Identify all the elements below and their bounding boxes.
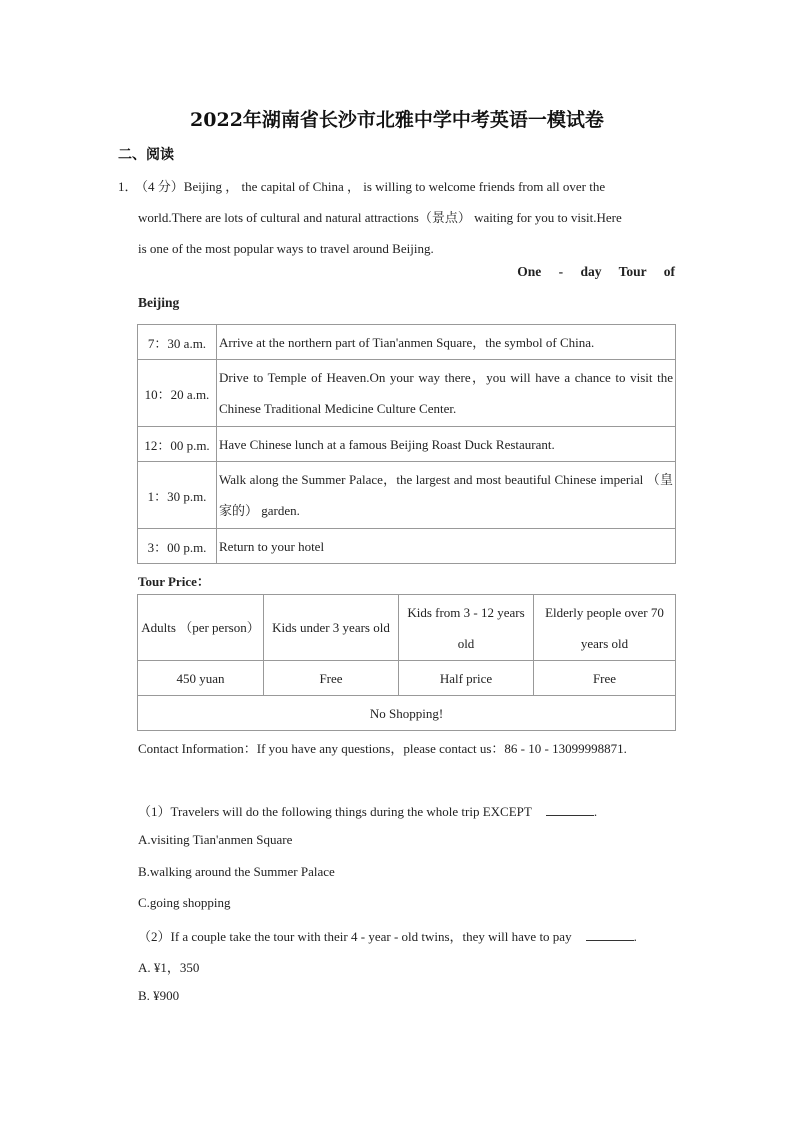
answer-blank[interactable] [546,803,594,816]
sub-question-1 [138,801,597,820]
price-table [137,594,676,731]
schedule-time: 7：30 a.m. [138,325,217,360]
schedule-time: 3：00 p.m. [138,529,217,564]
intro-line-3: is one of the most popular ways to travel around Beijing. [138,241,434,256]
sub-question-2 [138,926,637,945]
intro-line-1 [118,171,675,202]
schedule-description: Have Chinese lunch at a famous Beijing Roast Duck Restaurant. [217,427,676,462]
price-label: Tour Price： [138,574,210,589]
table-row [138,427,676,462]
table-row [138,462,676,529]
price-value: Free [264,661,399,696]
price-header: Kids from 3 - 12 years old [399,595,534,661]
option-b: B.walking around the Summer Palace [138,864,335,879]
table-row [138,325,676,360]
question-score: （4 分） [141,179,184,194]
schedule-description: Return to your hotel [217,529,676,564]
price-header: Kids under 3 years old [264,595,399,661]
tour-title-continued: Beijing [138,295,180,310]
price-note: No Shopping! [138,696,676,731]
option-c: C.going shopping [138,895,231,910]
contact-info: Contact Information：If you have any questions，please contact us：86 - 10 - 13099998871. [138,741,627,756]
answer-blank[interactable] [586,928,634,941]
table-row [138,696,676,731]
price-value: Free [534,661,676,696]
schedule-table [137,324,676,564]
option-b: B. ¥900 [138,988,180,1003]
table-row [138,529,676,564]
table-row [138,360,676,427]
price-value: Half price [399,661,534,696]
option-a: A. ¥1，350 [138,960,200,975]
page-title: 2022年湖南省长沙市北雅中学中考英语一模试卷 [190,109,604,131]
question-intro [118,171,675,264]
schedule-time: 10：20 a.m. [138,360,217,427]
schedule-description: Arrive at the northern part of Tian'anmen Square，the symbol of China. [217,325,676,360]
sub-question-1-text: （1）Travelers will do the following things during the whole trip EXCEPT [138,804,532,819]
price-header: Elderly people over 70 years old [534,595,676,661]
sub-question-2-text: （2）If a couple take the tour with their 4 - year - old twins，they will have to pay [138,929,572,944]
section-heading: 二、阅读 [118,147,174,163]
schedule-time: 12：00 p.m. [138,427,217,462]
price-header: Adults （per person） [138,595,264,661]
schedule-description: Walk along the Summer Palace，the largest and most beautiful Chinese imperial （皇家的） garden. [217,462,676,529]
price-value: 450 yuan [138,661,264,696]
table-row [138,661,676,696]
schedule-time: 1：30 p.m. [138,462,217,529]
intro-line-2: world.There are lots of cultural and natural attractions（景点） waiting for you to visit.Here [138,210,622,225]
table-row [138,595,676,661]
sub-question-2-end: . [633,929,637,944]
option-a: A.visiting Tian'anmen Square [138,832,293,847]
intro-text-1: Beijing ， the capital of China ， is willing to welcome friends from all over the [183,179,606,194]
tour-title: One - day Tour of [517,264,675,279]
question-number: 1． [118,179,138,194]
schedule-description: Drive to Temple of Heaven.On your way there，you will have a chance to visit the Chinese Traditional Medicine Culture Center. [217,360,676,427]
sub-question-1-end: . [593,804,598,819]
